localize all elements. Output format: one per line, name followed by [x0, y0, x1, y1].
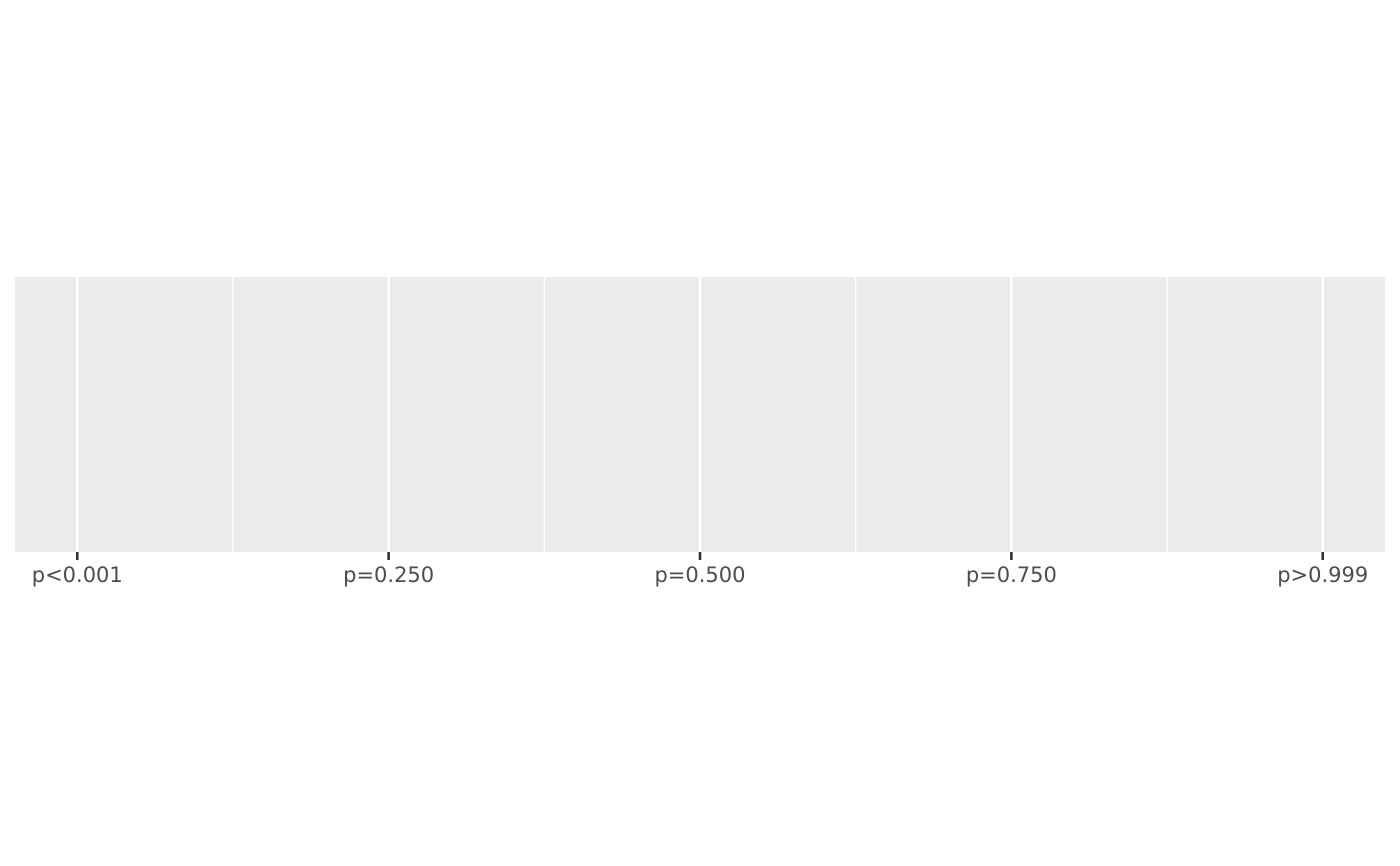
- x-tick-label: p=0.500: [654, 563, 746, 587]
- x-tick-label: p<0.001: [31, 563, 123, 587]
- x-tick-label: p=0.250: [343, 563, 435, 587]
- x-axis-ticks: [77, 552, 1322, 560]
- x-tick-label: p>0.999: [1277, 563, 1369, 587]
- x-axis-tick-labels: [32, 563, 1369, 587]
- x-tick-label: p=0.750: [965, 563, 1057, 587]
